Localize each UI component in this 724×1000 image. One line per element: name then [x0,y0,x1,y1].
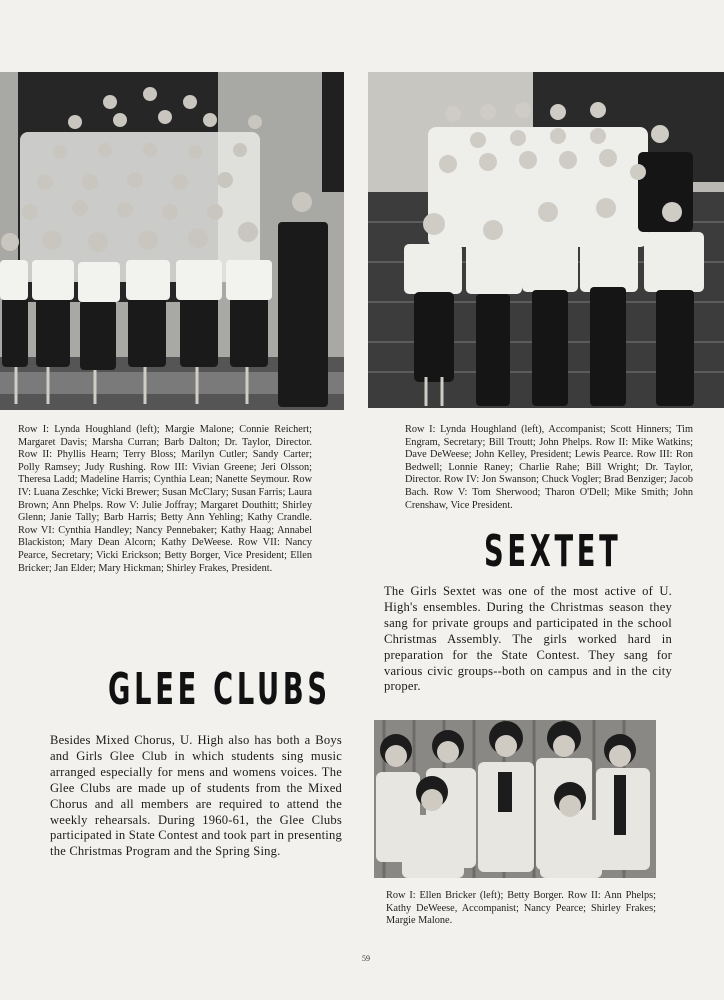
mixed-chorus-photo [0,72,344,410]
boys-glee-club-caption: Row I: Lynda Houghland (left), Accompanist; Scott Hinners; Tim Engram, Secretary; Bill Troutt; John Phelps. Row II: Mike Watkins; Dave DeWeese; John Kelley, President; Lewis Pearce. Row III: Ron Bedwell; Lonnie Raney; Charlie Rahe; Bill Wright; Dr. Taylor, Director. Row IV: Jon Swanson; Chuck Vogler; Brad Benziger; Jacob Bach. Row V: Tom Sherwood; Tharon O'Dell; Mike Smith; John Crenshaw, Vice President. [405,424,693,511]
sextet-caption: Row I: Ellen Bricker (left); Betty Borger. Row II: Ann Phelps; Kathy DeWeese, Accompanist; Nancy Pearce; Shirley Frakes; Margie Malone. [386,890,656,927]
glee-clubs-heading: GLEE CLUBS [108,664,331,715]
girls-sextet-photo [374,720,656,878]
sextet-paragraph: The Girls Sextet was one of the most active of U. High's ensembles. During the Christmas season they sang for private groups and participated in the school Christmas Assembly. The girls worked hard in preparation for the State Contest. They sang for various civic groups--both on campus and in the city proper. [384,584,672,694]
glee-clubs-paragraph: Besides Mixed Chorus, U. High also has both a Boys and Girls Glee Club in which students sing music arranged especially for mens and womens voices. The Glee Clubs are made up of students from the Mixed Chorus and all members are required to attend the weekly rehearsals. During 1960-61, the Glee Clubs participated in State Contest and took part in presenting the Christmas Program and the Spring Sing. [50,733,342,859]
page-number: 59 [362,954,370,963]
boys-glee-club-photo [368,72,724,408]
mixed-chorus-caption: Row I: Lynda Houghland (left); Margie Malone; Connie Reichert; Margaret Davis; Marsha Curran; Barb Dalton; Dr. Taylor, Director. Row II: Phyllis Hearn; Terry Bloss; Marilyn Cutler; Sandy Carter; Polly Ramsey; Judy Rushing. Row III: Vivian Greene; Jeri Olsson; Theresa Ladd; Madeline Harris; Cynthia Lean; Nanette Seymour. Row IV: Luana Zeschke; Vicki Brewer; Susan McClary; Susan Farris; Laura Brown; Ann Phelps. Row V: Julie Joffray; Margaret Douthitt; Shirley Glenn; Janie Tally; Barb Harris; Betty Ann Yehling; Kathy Crandle. Row VI: Cynthia Handley; Nancy Pennebaker; Kathy Haag; Annabel Blackiston; Mary Dean Alcorn; Kathy DeWeese. Row VII: Nancy Pearce, Secretary; Vicki Erickson; Betty Borger, Vice President; Ellen Bricker; Jan Elder; Mary Hickman; Shirley Frakes, President. [18,424,312,574]
sextet-heading: SEXTET [484,526,622,577]
